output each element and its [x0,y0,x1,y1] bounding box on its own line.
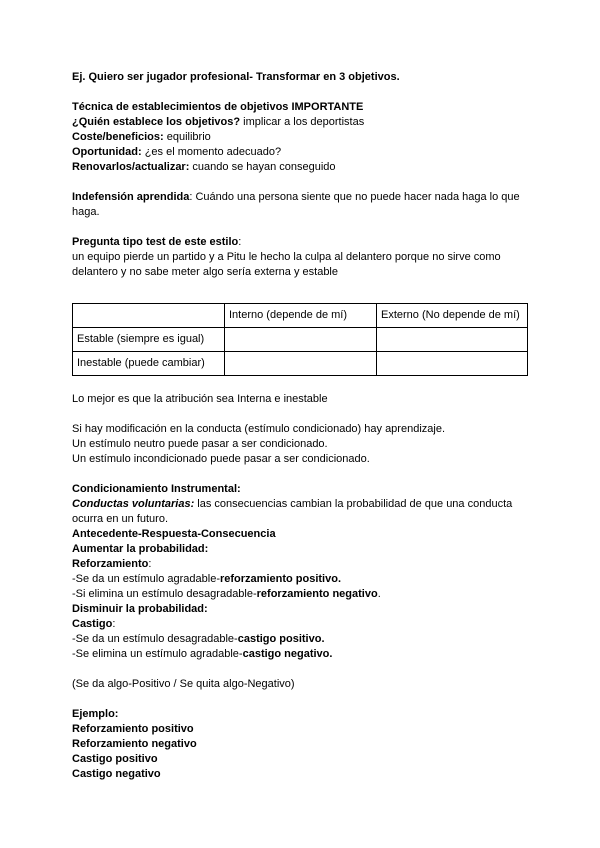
indefension-paragraph: Indefensión aprendida: Cuándo una persona siente que no puede hacer nada haga lo que haga. [72,191,520,218]
exercise-title: Ej. Quiero ser jugador profesional- Transformar en 3 objetivos. [72,71,400,83]
pregunta-heading: Pregunta tipo test de este estilo: [72,236,242,248]
ejemplo-heading: Ejemplo: [72,708,119,720]
table-cell [225,352,377,376]
tecnica-heading: Técnica de establecimientos de objetivos IMPORTANTE [72,101,364,113]
ejemplo-item: Reforzamiento positivo [72,723,194,735]
ejemplo-item: Castigo positivo [72,753,158,765]
table-row [73,352,528,376]
refuerzo-item: -Se da un estímulo agradable-reforzamiento positivo. [72,573,342,585]
conclusion-text: Lo mejor es que la atribución sea Interna e inestable [72,393,328,405]
condicionamiento-line: Un estímulo neutro puede pasar a ser condicionado. [72,438,328,450]
table-cell [377,352,528,376]
aumentar-heading: Aumentar la probabilidad: [72,543,209,555]
nota-text: (Se da algo-Positivo / Se quita algo-Negativo) [72,678,295,690]
condicionamiento-line: Un estímulo incondicionado puede pasar a ser condicionado. [72,453,370,465]
pregunta-text: un equipo pierde un partido y a Pitu le hecho la culpa al delantero porque no sirve como delantero y no sabe meter algo sería externa y estable [72,251,501,278]
castigo-item: -Se elimina un estímulo agradable-castigo negativo. [72,648,333,660]
instrumental-heading: Condicionamiento Instrumental: [72,483,241,495]
table-cell: Inestable (puede cambiar) [73,352,225,376]
tecnica-item: Oportunidad: ¿es el momento adecuado? [72,146,282,158]
castigo-heading: Castigo: [72,618,116,630]
tecnica-item: Renovarlos/actualizar: cuando se hayan conseguido [72,161,336,173]
tecnica-item: ¿Quién establece los objetivos? implicar a los deportistas [72,116,365,128]
table-header-row [73,304,528,328]
acr-line: Antecedente-Respuesta-Consecuencia [72,528,276,540]
table-cell: Estable (siempre es igual) [73,328,225,352]
ejemplo-item: Castigo negativo [72,768,161,780]
voluntarias-paragraph: Conductas voluntarias: las consecuencias cambian la probabilidad de que una conducta ocurra en un futuro. [72,498,513,525]
refuerzo-heading: Reforzamiento: [72,558,152,570]
table-cell [377,328,528,352]
table-cell: Externo (No depende de mí) [377,304,528,328]
tecnica-item: Coste/beneficios: equilibrio [72,131,211,143]
refuerzo-item: -Si elimina un estímulo desagradable-reforzamiento negativo. [72,588,381,600]
document-page [72,70,530,782]
table-cell [73,304,225,328]
condicionamiento-line: Si hay modificación en la conducta (estímulo condicionado) hay aprendizaje. [72,423,445,435]
ejemplo-item: Reforzamiento negativo [72,738,197,750]
attribution-table [72,303,528,376]
table-row [73,328,528,352]
disminuir-heading: Disminuir la probabilidad: [72,603,208,615]
table-cell [225,328,377,352]
table-cell: Interno (depende de mí) [225,304,377,328]
castigo-item: -Se da un estímulo desagradable-castigo positivo. [72,633,325,645]
